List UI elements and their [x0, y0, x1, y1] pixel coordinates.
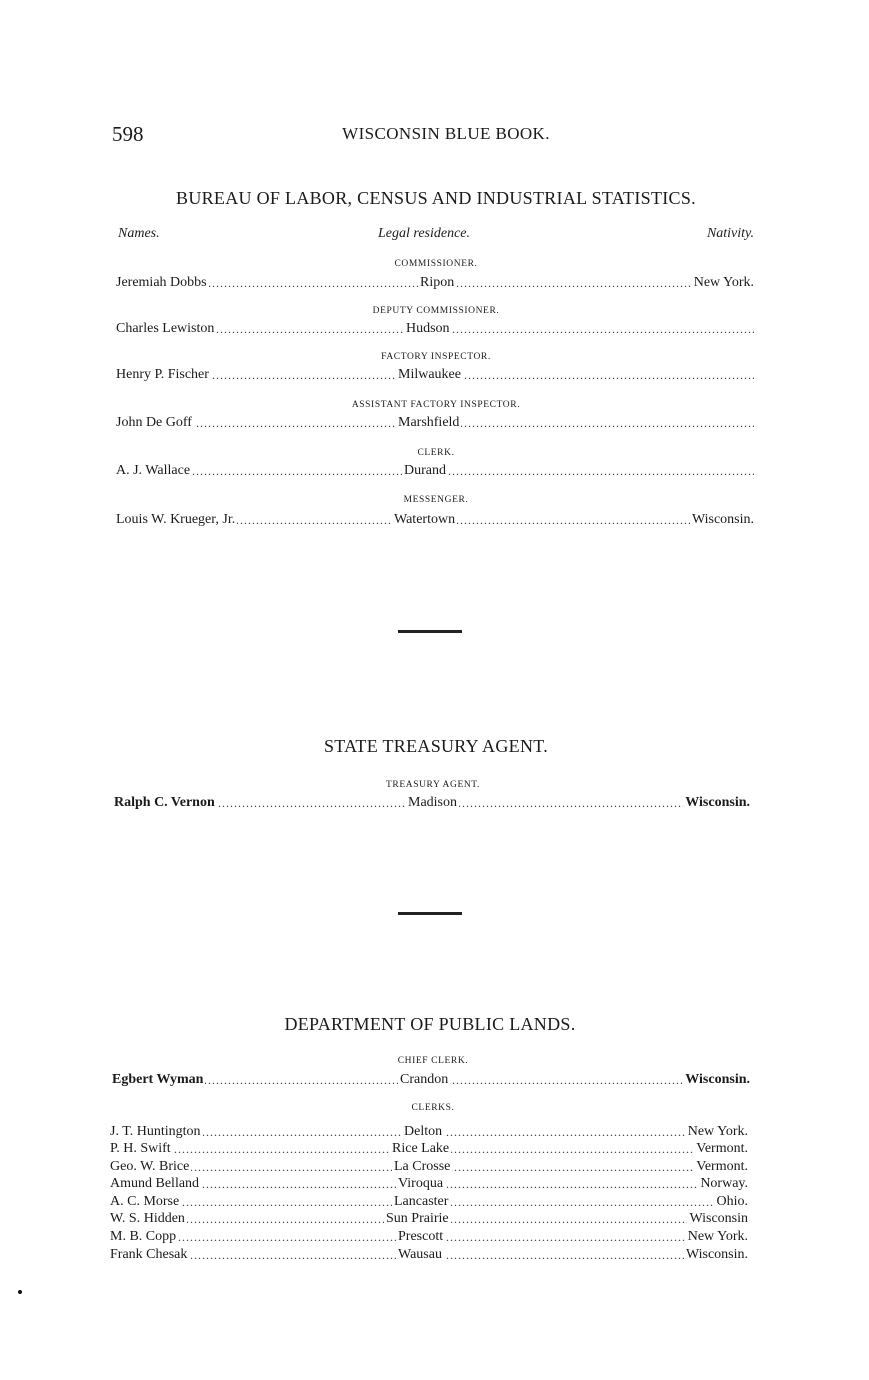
entry-nativity: Vermont.: [696, 1159, 748, 1174]
running-head: [112, 122, 752, 148]
entry-residence: Prescott: [398, 1229, 444, 1244]
entry-name: J. T. Huntington: [110, 1124, 201, 1139]
entry-name: M. B. Copp: [110, 1229, 177, 1244]
entry-residence: Madison: [408, 795, 457, 810]
entry-nativity: New York.: [687, 1229, 748, 1244]
entry-residence: Wausau: [398, 1247, 442, 1262]
section-divider: [398, 630, 462, 633]
office-label: FACTORY INSPECTOR.: [381, 352, 491, 362]
directory-entry: [110, 1175, 748, 1193]
entry-name: Geo. W. Brice: [110, 1159, 190, 1174]
entry-nativity: Wisconsin: [689, 1211, 748, 1226]
directory-entry: [110, 1210, 748, 1228]
entry-name: Egbert Wyman: [112, 1072, 204, 1087]
directory-entry: [116, 462, 754, 480]
entry-nativity: Ohio.: [716, 1194, 748, 1209]
entry-nativity: New York.: [687, 1124, 748, 1139]
directory-entry: [116, 320, 754, 338]
column-header-names: Names.: [118, 226, 160, 241]
entry-residence: Durand: [404, 463, 446, 478]
entry-name: Ralph C. Vernon: [114, 795, 215, 810]
entry-name: A. C. Morse: [110, 1194, 180, 1209]
section-title-public-lands: DEPARTMENT OF PUBLIC LANDS.: [284, 1014, 576, 1034]
directory-entry: [116, 511, 754, 529]
office-label: CHIEF CLERK.: [397, 1056, 469, 1066]
entry-residence: La Crosse: [394, 1159, 451, 1174]
entry-residence: Marshfield: [398, 415, 460, 430]
office-label: DEPUTY COMMISSIONER.: [372, 306, 500, 316]
entry-residence: Milwaukee: [398, 367, 461, 382]
directory-entry: [110, 1193, 748, 1211]
directory-entry: [110, 1228, 748, 1246]
office-label: ASSISTANT FACTORY INSPECTOR.: [351, 400, 521, 410]
entry-name: A. J. Wallace: [116, 463, 191, 478]
office-label: TREASURY AGENT.: [386, 780, 480, 790]
entry-nativity: Wisconsin.: [685, 1247, 748, 1262]
entry-nativity: New York.: [693, 275, 754, 290]
directory-entry: [110, 1158, 748, 1176]
entry-name: Charles Lewiston: [116, 321, 215, 336]
entry-name: W. S. Hidden: [110, 1211, 185, 1226]
section-divider: [398, 912, 462, 915]
entry-name: P. H. Swift: [110, 1141, 171, 1156]
directory-entry: [112, 1071, 750, 1089]
section-title-treasury: STATE TREASURY AGENT.: [323, 736, 549, 756]
entry-nativity: Norway.: [700, 1176, 748, 1191]
directory-entry: [116, 274, 754, 292]
entry-name: Henry P. Fischer: [116, 367, 209, 382]
entry-nativity: Wisconsin.: [685, 795, 750, 810]
entry-name: Louis W. Krueger, Jr.: [116, 512, 236, 527]
entry-nativity: Wisconsin.: [691, 512, 754, 527]
directory-entry: [114, 794, 750, 812]
directory-entry: [110, 1123, 748, 1141]
entry-residence: Rice Lake: [392, 1141, 450, 1156]
page-number: 598: [112, 122, 144, 146]
entry-nativity: Vermont.: [696, 1141, 748, 1156]
column-headers: [118, 226, 754, 246]
entry-residence: Lancaster: [394, 1194, 449, 1209]
entry-residence: Hudson: [406, 321, 450, 336]
directory-entry: [110, 1246, 748, 1264]
column-header-nativity: Nativity.: [706, 226, 754, 241]
entry-name: Frank Chesak: [110, 1247, 188, 1262]
section-title-labor-bureau: BUREAU OF LABOR, CENSUS AND INDUSTRIAL STATISTICS.: [176, 188, 696, 208]
column-header-legal-residence: Legal residence.: [378, 226, 471, 241]
directory-entry: [116, 366, 754, 384]
entry-residence: Watertown: [394, 512, 456, 527]
entry-residence: Viroqua: [398, 1176, 444, 1191]
entry-name: Amund Belland: [110, 1176, 200, 1191]
office-label: MESSENGER.: [403, 495, 469, 505]
book-title: WISCONSIN BLUE BOOK.: [342, 124, 550, 143]
ink-speck: [18, 1290, 22, 1294]
directory-entry: [110, 1140, 748, 1158]
entry-residence: Ripon: [420, 275, 455, 290]
entry-name: John De Goff: [116, 415, 192, 430]
office-label: COMMISSIONER.: [394, 259, 478, 269]
office-label: CLERKS.: [411, 1103, 455, 1113]
entry-residence: Delton: [404, 1124, 443, 1139]
office-label: CLERK.: [417, 448, 455, 458]
entry-residence: Crandon: [400, 1072, 449, 1087]
entry-residence: Sun Prairie: [386, 1211, 449, 1226]
directory-entry: [116, 414, 754, 432]
entry-nativity: Wisconsin.: [685, 1072, 750, 1087]
entry-name: Jeremiah Dobbs: [116, 275, 207, 290]
